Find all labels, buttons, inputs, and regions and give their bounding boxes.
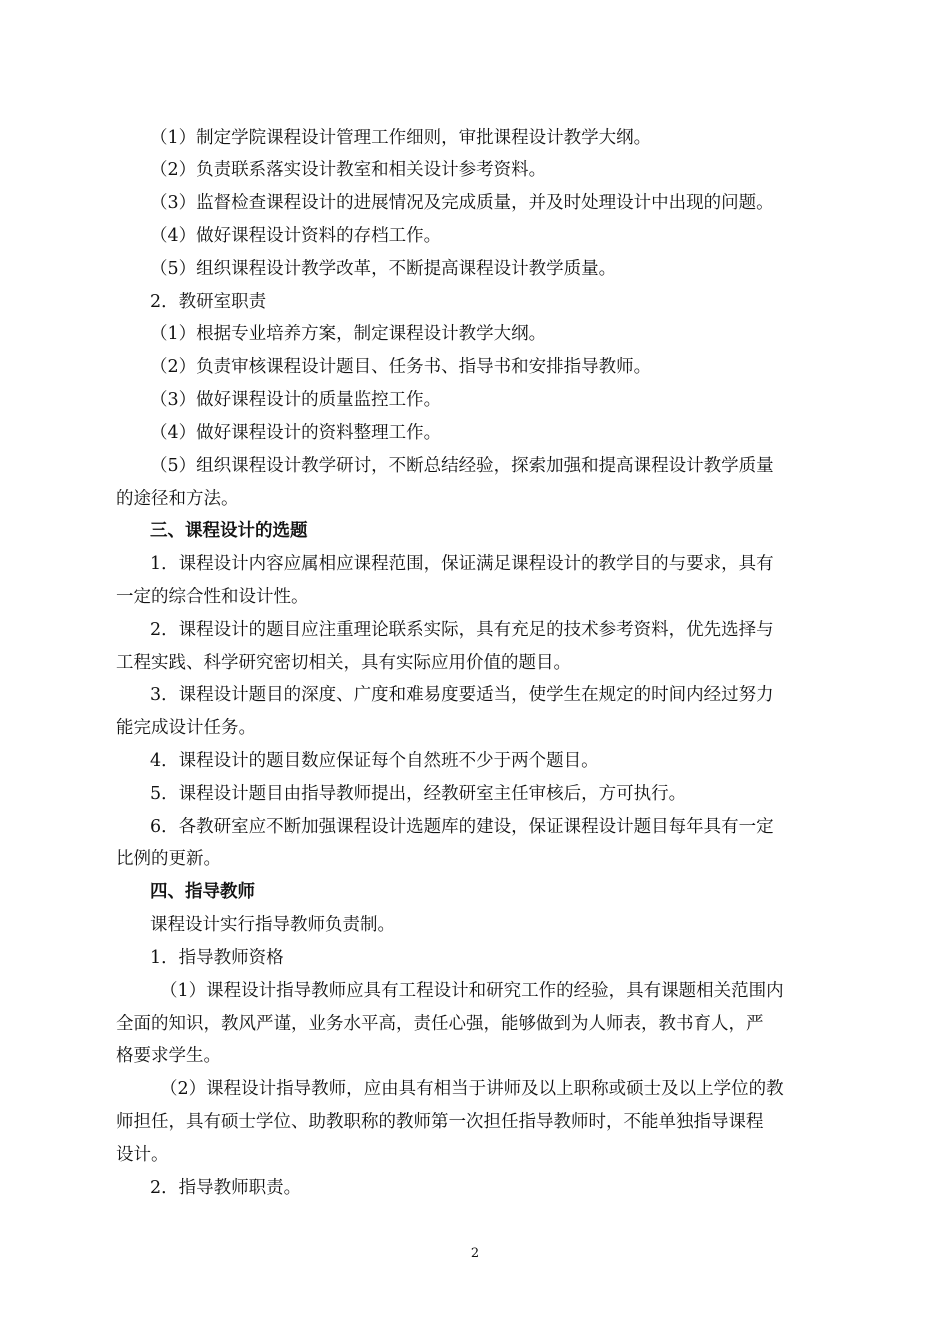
paragraph-line: （5）组织课程设计教学改革，不断提高课程设计教学质量。 [150, 259, 617, 279]
section-heading: 三、课程设计的选题 [150, 521, 308, 541]
paragraph-line: 工程实践、科学研究密切相关，具有实际应用价值的题目。 [116, 653, 571, 673]
section-heading: 四、指导教师 [150, 882, 255, 902]
paragraph-line: （4）做好课程设计的资料整理工作。 [150, 423, 442, 443]
paragraph-line: 能完成设计任务。 [116, 718, 256, 738]
paragraph-line: 师担任，具有硕士学位、助教职称的教师第一次担任指导教师时，不能单独指导课程 [116, 1112, 764, 1132]
paragraph-line: 一定的综合性和设计性。 [116, 587, 309, 607]
paragraph-line: 比例的更新。 [116, 849, 221, 869]
subheading: 2．教研室职责 [150, 292, 267, 312]
paragraph-line: 的途径和方法。 [116, 489, 239, 509]
paragraph-line: （2）负责审核课程设计题目、任务书、指导书和安排指导教师。 [150, 357, 652, 377]
paragraph-line: （1）根据专业培养方案，制定课程设计教学大纲。 [150, 324, 547, 344]
paragraph-line: （5）组织课程设计教学研讨，不断总结经验，探索加强和提高课程设计教学质量 [150, 456, 774, 476]
paragraph-line: （3）做好课程设计的质量监控工作。 [150, 390, 442, 410]
paragraph-line: 5．课程设计题目由指导教师提出，经教研室主任审核后，方可执行。 [150, 784, 687, 804]
paragraph-line: 课程设计实行指导教师负责制。 [150, 915, 395, 935]
paragraph-line: 2．课程设计的题目应注重理论联系实际，具有充足的技术参考资料，优先选择与 [150, 620, 774, 640]
paragraph-line: 4．课程设计的题目数应保证每个自然班不少于两个题目。 [150, 751, 599, 771]
paragraph-line: （4）做好课程设计资料的存档工作。 [150, 226, 442, 246]
paragraph-line: 6．各教研室应不断加强课程设计选题库的建设，保证课程设计题目每年具有一定 [150, 817, 774, 837]
paragraph-line: （2）负责联系落实设计教室和相关设计参考资料。 [150, 160, 547, 180]
subheading: 2．指导教师职责。 [150, 1178, 302, 1198]
paragraph-line: 设计。 [116, 1145, 169, 1165]
paragraph-line: （2）课程设计指导教师，应由具有相当于讲师及以上职称或硕士及以上学位的教 [160, 1079, 784, 1099]
paragraph-line: 1．课程设计内容应属相应课程范围，保证满足课程设计的教学目的与要求，具有 [150, 554, 774, 574]
paragraph-line: 3．课程设计题目的深度、广度和难易度要适当，使学生在规定的时间内经过努力 [150, 685, 774, 705]
paragraph-line: 全面的知识，教风严谨，业务水平高，责任心强，能够做到为人师表，教书育人，严 [116, 1014, 764, 1034]
subheading: 1．指导教师资格 [150, 948, 284, 968]
paragraph-line: 格要求学生。 [116, 1046, 221, 1066]
page-number: 2 [470, 1246, 480, 1261]
paragraph-line: （1）制定学院课程设计管理工作细则，审批课程设计教学大纲。 [150, 128, 652, 148]
paragraph-line: （3）监督检查课程设计的进展情况及完成质量，并及时处理设计中出现的问题。 [150, 193, 774, 213]
paragraph-line: （1）课程设计指导教师应具有工程设计和研究工作的经验，具有课题相关范围内 [160, 981, 784, 1001]
